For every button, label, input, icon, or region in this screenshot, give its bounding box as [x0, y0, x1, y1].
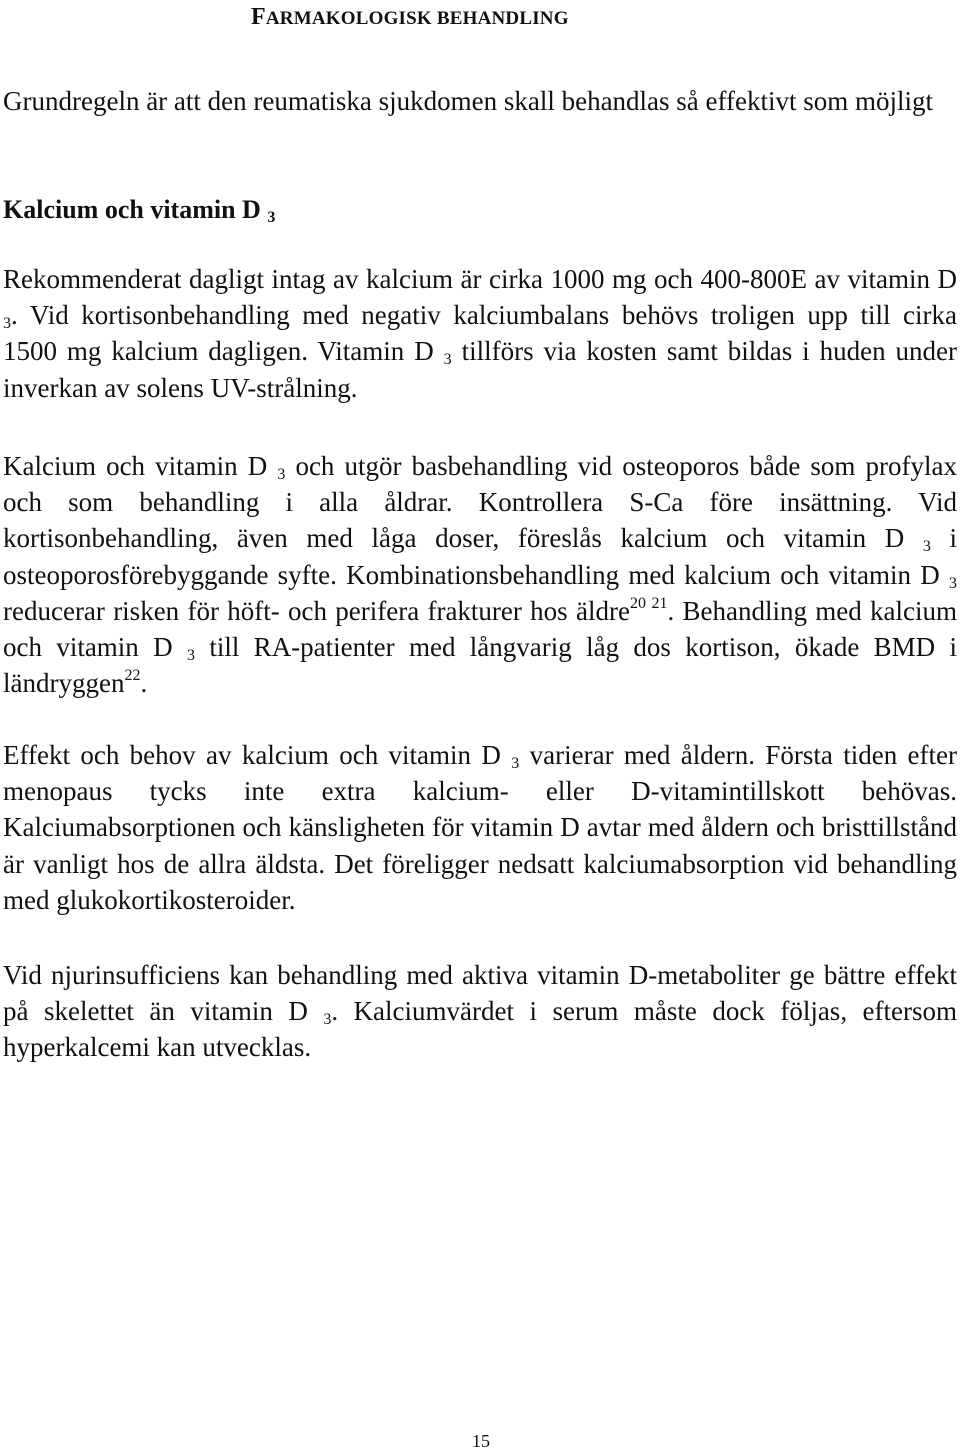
p4-subscript-1: 3 [323, 1011, 332, 1029]
subheading-text: Kalcium och vitamin D [3, 195, 261, 224]
paragraph-basic-treatment [3, 448, 957, 701]
paragraph-intake [3, 261, 957, 406]
section-subheading [3, 195, 275, 225]
p1-text-3: tillförs via kosten samt bildas i huden under inverkan av solens UV-strålning. [3, 336, 957, 403]
p2-text-7: . [140, 668, 148, 699]
p3-subscript-1: 3 [511, 755, 520, 772]
p2-citation-2: 22 [124, 667, 141, 685]
p2-text-4: reducerar risken för höft- och perifera frakturer hos äldre [3, 595, 630, 626]
paragraph-renal-insufficiency [3, 957, 957, 1066]
p2-subscript-1: 3 [277, 466, 286, 483]
heading-rest: ARMAKOLOGISK BEHANDLING [265, 8, 569, 29]
p1-subscript-1: 3 [3, 315, 11, 333]
p2-subscript-4: 3 [187, 647, 195, 665]
p1-text-1: Rekommenderat dagligt intag av kalcium är cirka 1000 mg och 400-800E av vitamin D [3, 264, 957, 294]
p3-text-1: Effekt och behov av kalcium och vitamin D [3, 740, 501, 770]
p1-text-2: . Vid kortisonbehandling med negativ kalciumbalans behövs troligen upp till cirka 1500 mg kalcium dagligen. Vitamin D [3, 300, 957, 367]
p2-text-6: till RA-patienter med långvarig låg dos kortison, ökade BMD i ländryggen [3, 632, 957, 699]
p4-text-2: . Kalciumvärdet i serum måste dock följas, eftersom hyperkalcemi kan utvecklas. [3, 996, 958, 1063]
p2-text-1: Kalcium och vitamin D [3, 451, 268, 481]
page-heading [251, 4, 569, 31]
p2-text-5: . Behandling med kalcium och vitamin D [3, 595, 958, 663]
p2-citation-1: 20 21 [629, 594, 668, 612]
intro-text: Grundregeln är att den reumatiska sjukdomen skall behandlas så effektivt som möjligt [3, 86, 934, 116]
p2-text-2: och utgör basbehandling vid osteoporos både som profylax och som behandling i alla åldrar. Kontrollera S-Ca före insättning. Vid kortisonbehandling, även med låga doser, föreslås kalcium och vitamin D [3, 451, 957, 554]
page-number: 15 [472, 1431, 490, 1451]
p2-text-3: i osteoporosförebyggande syfte. Kombinationsbehandling med kalcium och vitamin D [3, 523, 957, 590]
p3-text-2: varierar med åldern. Första tiden efter menopaus tycks inte extra kalcium- eller D-vitamintillskott behövas. Kalciumabsorptionen och känsligheten för vitamin D avtar med åldern och bristtillstånd är vanligt hos de allra äldsta. Det föreligger nedsatt kalciumabsorption vid behandling med glukokortikosteroider. [3, 740, 958, 915]
p2-subscript-3: 3 [949, 574, 958, 592]
paragraph-age-effect [3, 737, 957, 918]
p1-subscript-2: 3 [443, 351, 452, 369]
heading-initial: F [251, 4, 266, 30]
p2-subscript-2: 3 [922, 538, 931, 556]
p4-text-1: Vid njurinsufficiens kan behandling med aktiva vitamin D-metaboliter ge bättre effekt på skelettet än vitamin D [3, 960, 957, 1027]
subheading-subscript: 3 [267, 209, 276, 226]
